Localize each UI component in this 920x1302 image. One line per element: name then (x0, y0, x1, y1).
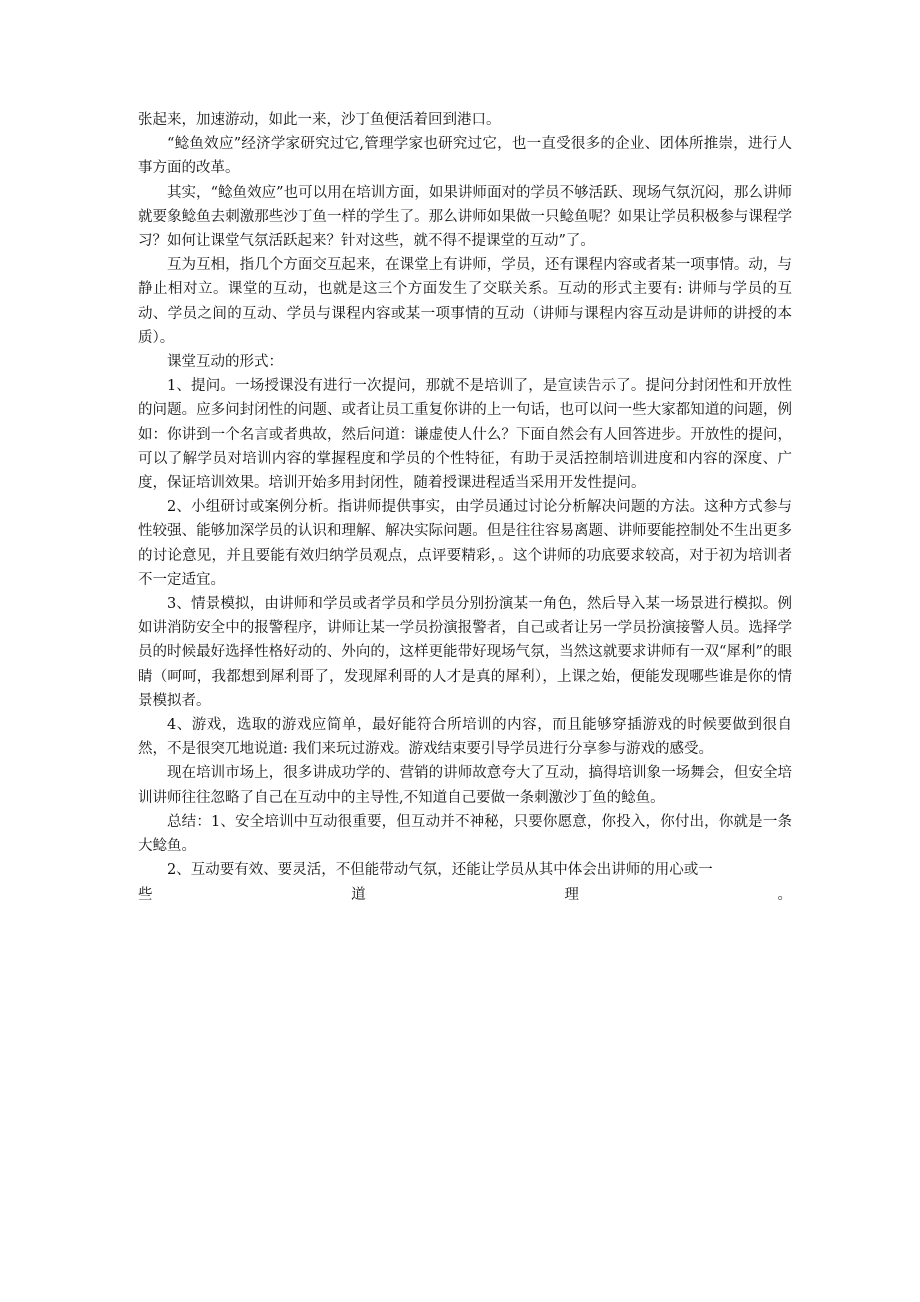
paragraph-2: “鲶鱼效应”经济学家研究过它,管理学家也研究过它，也一直受很多的企业、团体所推崇，进行人事方面的改革。 (138, 136, 792, 177)
paragraph-5: 课堂互动的形式： (167, 354, 283, 371)
document-body (138, 108, 792, 907)
paragraph-1: 张起来，加速游动，如此一来，沙丁鱼便活着回到港口。 (138, 112, 501, 128)
paragraph-10: 现在培训市场上，很多讲成功学的、营销的讲师故意夸大了互动，搞得培训象一场舞会，但安全培训讲师往往忽略了自己在互动中的主导性,不知道自己要做一条刺激沙丁鱼的鲶鱼。 (138, 765, 792, 806)
paragraph-8: 3、情景模拟，由讲师和学员或者学员和学员分别扮演某一角色，然后导入某一场景进行模拟。例如讲消防安全中的报警程序，讲师让某一学员扮演报警者，自己或者让另一学员扮演接警人员。选择学员的时候最好选择性格好动的、外向的，这样更能带好现场气氛，当然这就要求讲师有一双“犀利”的眼睛（呵呵，我都想到犀利哥了，发现犀利哥的人才是真的犀利），上课之始，便能发现哪些谁是你的情景模拟者。 (138, 596, 792, 709)
paragraph-9: 4、游戏，选取的游戏应简单，最好能符合所培训的内容，而且能够穿插游戏的时候要做到很自然，不是很突兀地说道: 我们来玩过游戏。游戏结束要引导学员进行分享参与游戏的感受。 (138, 717, 792, 758)
final-word-2: 道 (351, 886, 366, 903)
paragraph-3: 其实，“鲶鱼效应”也可以用在培训方面，如果讲师面对的学员不够活跃、现场气氛沉闷，那么讲师就要象鲶鱼去刺激那些沙丁鱼一样的学生了。那么讲师如果做一只鲶鱼呢？如果让学员积极参与课程学习？如何让课堂气氛活跃起来？针对这些，就不得不提课堂的互动”了。 (138, 184, 792, 250)
paragraph-11: 总结：1、安全培训中互动很重要，但互动并不神秘，只要你愿意，你投入，你付出，你就是一条大鲶鱼。 (138, 813, 792, 855)
final-word-3: 理 (564, 886, 579, 903)
paragraph-12: 2、互动要有效、要灵活，不但能带动气氛，还能让学员从其中体会出讲师的用心或一 (167, 862, 713, 879)
final-justified-line (138, 883, 792, 907)
final-word-4: 。 (777, 886, 792, 903)
paragraph-7: 2、小组研讨或案例分析。指讲师提供事实，由学员通过讨论分析解决问题的方法。这种方式参与性较强、能够加深学员的认识和理解、解决实际问题。但是往往容易离题、讲师要能控制处不生出更多的讨论意见，并且要能有效归纳学员观点，点评要精彩，。这个讲师的功底要求较高，对于初为培训者不一定适宜。 (138, 499, 792, 588)
paragraph-4: 互为互相，指几个方面交互起来，在课堂上有讲师，学员，还有课程内容或者某一项事情。动，与静止相对立。课堂的互动，也就是这三个方面发生了交联关系。互动的形式主要有: 讲师与学员的互动、学员之间的互动、学员与课程内容或某一项事情的互动（讲师与课程内容互动是讲师的讲授的本质）。 (138, 257, 792, 346)
paragraph-6: 1、提问。一场授课没有进行一次提问，那就不是培训了，是宣读告示了。提问分封闭性和开放性的问题。应多问封闭性的问题、或者让员工重复你讲的上一句话，也可以问一些大家都知道的问题，例如：你讲到一个名言或者典故，然后问道：谦虚使人什么？下面自然会有人回答进步。开放性的提问，可以了解学员对培训内容的掌握程度和学员的个性特征，有助于灵活控制培训进度和内容的深度、广度，保证培训效果。培训开始多用封闭性，随着授课进程适当采用开发性提问。 (138, 378, 792, 492)
final-word-1: 些 (138, 886, 153, 903)
